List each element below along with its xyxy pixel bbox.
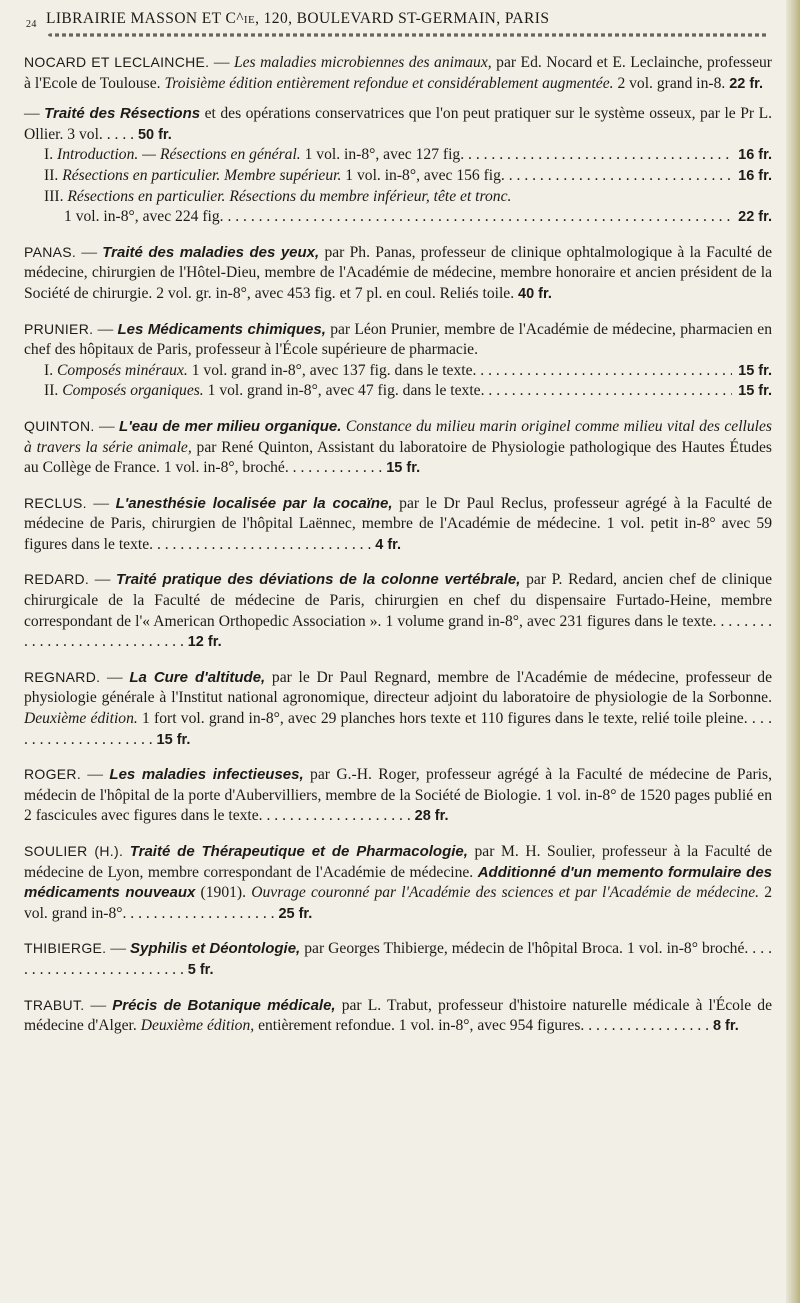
entry-author: PANAS. <box>24 243 77 260</box>
page-edge <box>786 0 800 1303</box>
entry-title: Traité des maladies des yeux, <box>102 243 320 261</box>
catalog-entry-ollier: — Traité des Résections et des opérations conservatrices que l'on peut pratiquer sur le système osseux, par le Pr L. Ollier. 3 vol. . . . . 50 fr. I. Introduction. — Résections en général. 1 vol. in-8°, avec 127 fig. . . . 16 fr. II. Résections en particulier. Membre supérieur. 1 vol. in-8°, avec 156 fig. . . . 16 fr. III. Résections en particulier. Résections du membre inférieur, tête et tronc. 1 vol. in-8°, avec 224 fig. . . . 22 fr. <box>24 104 772 228</box>
entry-title: Syphilis et Déontologie, <box>129 940 301 958</box>
catalog-entry-prunier: PRUNIER. — Les Médicaments chimiques, par Léon Prunier, membre de l'Académie de médecine, pharmacien en chef des hôpitaux de Paris, professeur à l'École supérieure de pharmacie. I. Composés minéraux. 1 vol. grand in-8°, avec 137 fig. dans le texte. . . . 15 fr. II. Composés organiques. 1 vol. grand in-8°, avec 47 fig. dans le texte. . . . 15 fr. <box>24 319 772 402</box>
entry-author: THIBIERGE. <box>24 940 107 957</box>
entry-price: 22 fr. <box>729 75 764 92</box>
entry-title: Précis de Botanique médicale, <box>112 996 336 1014</box>
header-rule <box>48 33 768 36</box>
entry-author: TRABUT. <box>24 996 85 1013</box>
part-row: II. Résections en particulier. Membre supérieur. 1 vol. in-8°, avec 156 fig. . . . 16 fr. <box>24 166 772 187</box>
part-row: III. Résections en particulier. Résections du membre inférieur, tête et tronc. <box>44 187 512 205</box>
header-text: LIBRAIRIE MASSON ET C^ie, 120, BOULEVARD ST-GERMAIN, PARIS <box>46 10 550 27</box>
entry-author: REDARD. <box>24 571 90 588</box>
catalog-entry-reclus: RECLUS. — L'anesthésie localisée par la cocaïne, par le Dr Paul Reclus, professeur agrégé à la Faculté de médecine de Paris, chirurgien de l'hôpital Laënnec, membre de l'Académie de médecine. 1 vol. petit in-8° avec 59 figures dans le texte. . . . . . . . . . . . . . . . . . . . . . . . . . . . . 4 fr. <box>24 494 772 553</box>
entry-author: REGNARD. <box>24 668 101 685</box>
entry-price: 12 fr. <box>187 634 222 651</box>
entry-title: La Cure d'altitude, <box>129 668 266 686</box>
entry-author: QUINTON. <box>24 417 95 434</box>
entry-price: 4 fr. <box>375 536 402 553</box>
entry-title: L'eau de mer milieu organique. <box>119 417 342 435</box>
running-header <box>24 10 772 32</box>
catalog-entry-regnard: REGNARD. — La Cure d'altitude, par le Dr Paul Regnard, membre de l'Académie de médecine, professeur de physiologie générale à l'Institut national agronomique, directeur adjoint du laboratoire de physiologie de la Sorbonne. Deuxième édition. 1 fort vol. grand in-8°, avec 29 planches hors texte et 110 figures dans le texte, relié toile pleine. . . . . . . . . . . . . . . . . . . . . 15 fr. <box>24 668 773 748</box>
catalog-entry-trabut: TRABUT. — Précis de Botanique médicale, par L. Trabut, professeur d'histoire naturelle médicale à l'École de médecine d'Alger. Deuxième édition, entièrement refondue. 1 vol. in-8°, avec 954 figures. . . . . . . . . . . . . . . . . 8 fr. <box>24 996 773 1035</box>
catalog-page <box>24 10 772 1295</box>
entry-author: PRUNIER. <box>24 320 94 337</box>
catalog-entry-nocard: NOCARD ET LECLAINCHE. — Les maladies microbiennes des animaux, par Ed. Nocard et E. Leclainche, professeur à l'Ecole de Toulouse. Troisième édition entièrement refondue et considérablement augmentée. 2 vol. grand in-8. 22 fr. <box>24 54 773 92</box>
part-row: I. Composés minéraux. 1 vol. grand in-8°, avec 137 fig. dans le texte. . . . 15 fr. <box>24 361 772 382</box>
entry-title: Les maladies infectieuses, <box>109 766 304 784</box>
part-row: II. Composés organiques. 1 vol. grand in-8°, avec 47 fig. dans le texte. . . . 15 fr. <box>24 381 772 402</box>
part-row: I. Introduction. — Résections en général. 1 vol. in-8°, avec 127 fig. . . . 16 fr. <box>24 145 772 166</box>
entry-title: Traité des Résections <box>44 105 201 123</box>
catalog-entry-soulier: SOULIER (H.). Traité de Thérapeutique et de Pharmacologie, par M. H. Soulier, professeur à la Faculté de médecine de Lyon, membre correspondant de l'Académie de médecine. Additionné d'un memento formulaire des médicaments nouveaux (1901). Ouvrage couronné par l'Académie des sciences et par l'Académie de médecine. 2 vol. grand in-8°. . . . . . . . . . . . . . . . . . . . 25 fr. <box>24 843 772 922</box>
entry-author: NOCARD ET LECLAINCHE. <box>24 54 210 70</box>
entry-author: ROGER. <box>24 766 82 783</box>
entry-price: 40 fr. <box>518 285 552 302</box>
entry-title: Les Médicaments chimiques, <box>117 320 326 338</box>
entry-price: 25 fr. <box>278 905 313 922</box>
entry-title: Traité pratique des déviations de la colonne vertébrale, <box>115 571 521 589</box>
catalog-entry-redard: REDARD. — Traité pratique des déviations de la colonne vertébrale, par P. Redard, ancien chef de clinique chirurgicale de la Faculté de médecine de Paris, chirurgien en chef du dispensaire Furtado-Heine, membre correspondant de l'« American Orthopedic Association ». 1 volume grand in-8°, avec 231 figures dans le texte. . . . . . . . . . . . . . . . . . . . . . . . . . . . . 12 fr. <box>24 571 773 651</box>
page-number: 24 <box>26 19 37 30</box>
entry-price: 15 fr. <box>386 460 421 477</box>
entry-price: 50 fr. <box>137 126 172 143</box>
catalog-entry-quinton: QUINTON. — L'eau de mer milieu organique. Constance du milieu marin originel comme milieu vital des cellules à travers la série animale, par René Quinton, Assistant du laboratoire de Physiologie pathologique des Hautes Études au Collège de France. 1 vol. in-8°, broché. . . . . . . . . . . . . 15 fr. <box>24 417 773 477</box>
entry-price: 28 fr. <box>414 808 449 825</box>
entry-title: L'anesthésie localisée par la cocaïne, <box>115 494 393 512</box>
entry-author: SOULIER (H.). <box>24 843 124 859</box>
entry-title: Les maladies microbiennes des animaux, <box>233 54 492 71</box>
entry-price: 5 fr. <box>187 961 214 978</box>
entry-title: Traité de Thérapeutique et de Pharmacologie, <box>129 843 468 860</box>
catalog-entry-thibierge: THIBIERGE. — Syphilis et Déontologie, par Georges Thibierge, médecin de l'hôpital Broca. 1 vol. in-8° broché. . . . . . . . . . . . . . . . . . . . . . . . . 5 fr. <box>24 940 772 978</box>
catalog-entry-panas: PANAS. — Traité des maladies des yeux, par Ph. Panas, professeur de clinique ophtalmologique à la Faculté de médecine, chirurgien de l'Hôtel-Dieu, membre de l'Académie de médecine, membre honoraire et ancien président de la Société de chirurgie. 2 vol. gr. in-8°, avec 453 fig. et 7 pl. en coul. Reliés toile. 40 fr. <box>24 243 772 302</box>
entry-author: RECLUS. <box>24 494 87 511</box>
entry-price: 8 fr. <box>712 1018 739 1035</box>
entry-price: 15 fr. <box>156 731 191 748</box>
catalog-entry-roger: ROGER. — Les maladies infectieuses, par G.-H. Roger, professeur agrégé à la Faculté de médecine de Paris, médecin de l'hôpital de la porte d'Aubervilliers, membre de la Société de Biologie. 1 vol. in-8° de 1520 pages publié en 2 fascicules avec figures dans le texte. . . . . . . . . . . . . . . . . . . . 28 fr. <box>24 766 772 825</box>
